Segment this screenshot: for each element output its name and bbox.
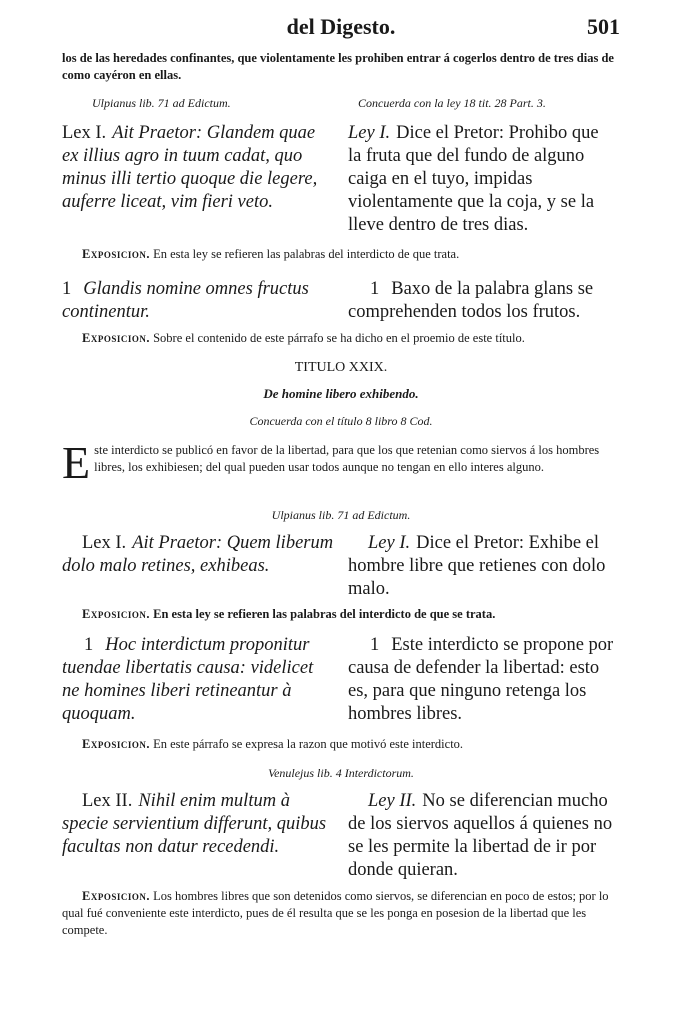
intro-paragraph: los de las heredades confinantes, que violentamente les prohiben entrar á cogerlos dentro de tres dias de como cayéron en ellas. (62, 51, 614, 82)
lex-body: Nihil enim multum à specie servientium differunt, quibus facultas non datur recedendi. (62, 791, 327, 857)
lex-label: Lex I. (82, 533, 127, 553)
lex-latin-text (62, 122, 334, 214)
exposicion-4 (82, 736, 622, 753)
paragraph-number: 1 (84, 635, 94, 655)
title-intro-paragraph (62, 437, 622, 488)
paragraph-1-spanish (348, 634, 616, 726)
lex-body: Ait Praetor: Glandem quae ex illius agro in tuum cadat, quo minus illi tertio quoque die legere, auferre liceat, vim fieri veto. (62, 123, 318, 212)
exposicion-label: Exposicion. (82, 247, 150, 261)
source-citation: Ulpianus lib. 71 ad Edictum. (271, 508, 411, 522)
exposicion-label: Exposicion. (82, 889, 150, 903)
lex-body: Ait Praetor: Quem liberum dolo malo retines, exhibeas. (62, 533, 334, 576)
title-concordance: Concuerda con el título 8 libro 8 Cod. (249, 414, 433, 428)
exposicion-text: En este párrafo se expresa la razon que motivó este interdicto. (153, 737, 464, 751)
ley-body: Dice el Pretor: Prohibo que la fruta que del fundo de alguno caiga en el tuyo, impidas violentamente que la coja, y se la lleve dentro de tres dias. (348, 123, 599, 235)
lex-latin-text (62, 532, 334, 578)
lex-latin-text (62, 790, 334, 859)
ley-body: No se diferencian mucho de los siervos aquellos á quienes no se les permite la libertad de ir por donde quieran. (348, 791, 613, 880)
exposicion-text: Los hombres libres que son detenidos como siervos, se diferencian en poco de estos; por lo qual fué conveniente este interdicto, pues de él resulta que se les ponga en posesion de la libertad que les compete. (62, 889, 609, 937)
paragraph-latin-body: Glandis nomine omnes fructus continentur. (62, 279, 309, 322)
paragraph-1-latin (62, 634, 334, 726)
ley-label: Ley I. (348, 123, 391, 143)
exposicion-label: Exposicion. (82, 331, 150, 345)
running-header: del Digesto. (286, 14, 396, 39)
exposicion-text: Sobre el contenido de este párrafo se ha dicho en el proemio de este título. (153, 331, 525, 345)
exposicion-text: En esta ley se refieren las palabras del interdicto de que se trata. (153, 607, 496, 621)
exposicion-5 (62, 888, 622, 939)
ley-label: Ley I. (368, 533, 411, 553)
ley-label: Ley II. (368, 791, 417, 811)
exposicion-1 (82, 246, 622, 263)
title-heading: TITULO XXIX. (294, 360, 388, 375)
exposicion-text: En esta ley se refieren las palabras del interdicto de que trata. (153, 247, 460, 261)
ley-spanish-text (348, 122, 616, 237)
page-number: 501 (587, 14, 620, 39)
ley-spanish-text (348, 532, 616, 601)
paragraph-number: 1 (370, 279, 380, 299)
drop-cap: E (62, 437, 91, 488)
paragraph-number: 1 (62, 279, 72, 299)
paragraph-number: 1 (370, 635, 380, 655)
paragraph-spanish-body: Este interdicto se propone por causa de defender la libertad: esto es, para que ninguno retenga los hombres libres. (348, 635, 614, 724)
exposicion-3 (82, 606, 622, 623)
title-subheading: De homine libero exhibendo. (263, 386, 419, 401)
ley-spanish-text (348, 790, 616, 882)
paragraph-1-spanish (348, 278, 616, 324)
lex-label: Lex I. (62, 123, 107, 143)
exposicion-2 (62, 330, 622, 347)
exposicion-label: Exposicion. (82, 607, 150, 621)
source-citation: Venulejus lib. 4 Interdictorum. (268, 766, 414, 780)
lex-label: Lex II. (82, 791, 133, 811)
ley-body: Dice el Pretor: Exhibe el hombre libre que retienes con dolo malo. (348, 533, 606, 599)
paragraph-spanish-body: Baxo de la palabra glans se comprehenden todos los frutos. (348, 279, 594, 322)
exposicion-label: Exposicion. (82, 737, 150, 751)
paragraph-1-latin (62, 278, 334, 324)
concordance-citation-right: Concuerda con la ley 18 tit. 28 Part. 3. (358, 96, 546, 110)
title-intro-text: ste interdicto se publicó en favor de la libertad, para que los que retenian como siervos á los hombres libres, los exhibiesen; del qual pueden usar todos aunque no tengan en ello interes alguno. (94, 443, 600, 474)
source-citation-left: Ulpianus lib. 71 ad Edictum. (92, 96, 231, 110)
paragraph-latin-body: Hoc interdictum proponitur tuendae libertatis causa: videlicet ne homines liberi retineantur à quoquam. (62, 635, 314, 724)
